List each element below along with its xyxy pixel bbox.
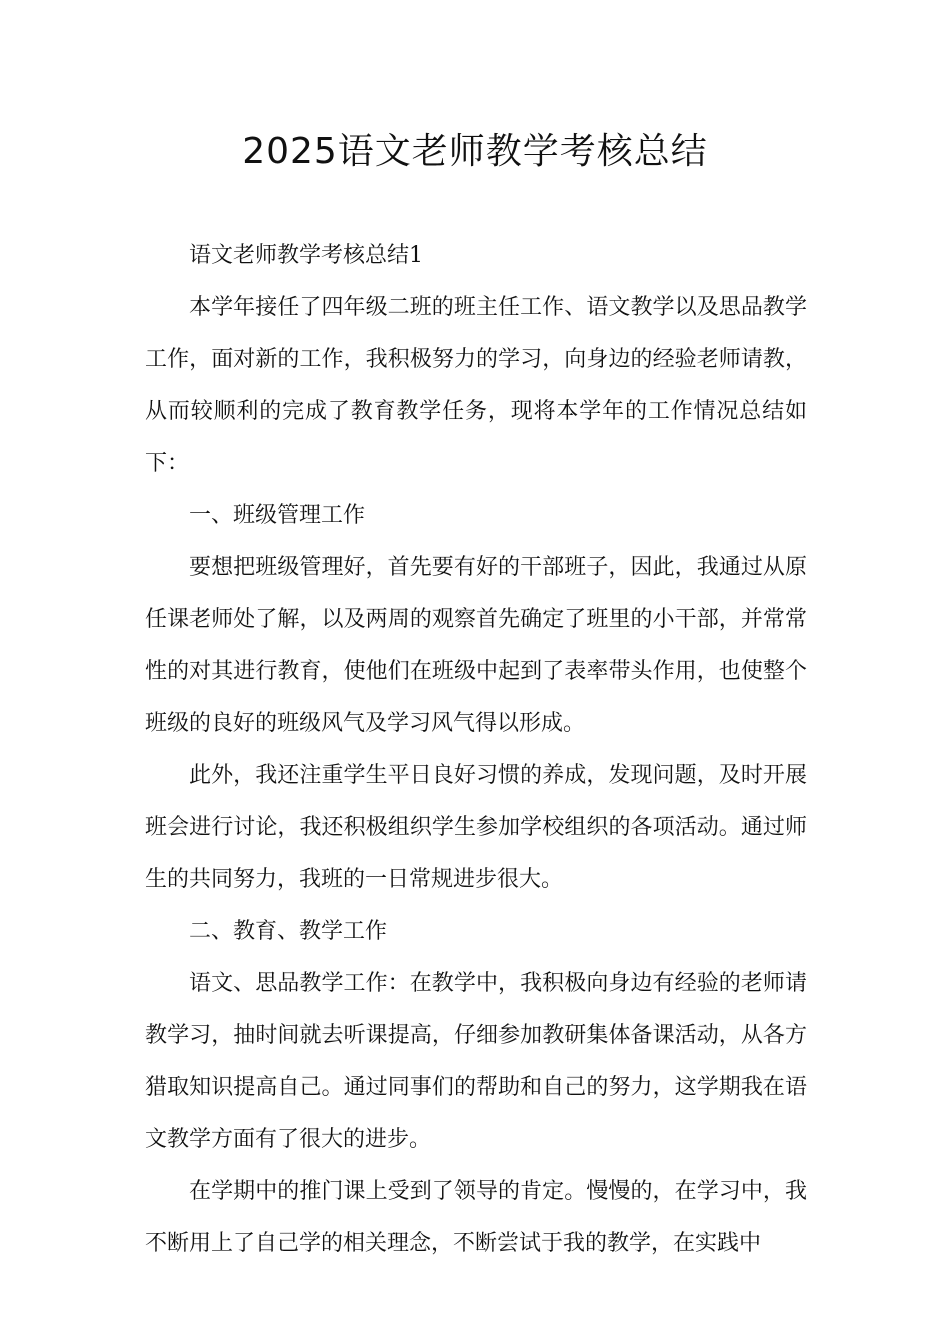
paragraph: 在学期中的推门课上受到了领导的肯定。慢慢的，在学习中，我不断用上了自己学的相关理念，不断尝试于我的教学，在实践中 [145, 1179, 807, 1256]
paragraph: 要想把班级管理好，首先要有好的干部班子，因此，我通过从原任课老师处了解，以及两周的观察首先确定了班里的小干部，并常常性的对其进行教育，使他们在班级中起到了表率带头作用，也使整个班级的良好的班级风气及学习风气得以形成。 [145, 555, 807, 736]
paragraph: 此外，我还注重学生平日良好习惯的养成，发现问题，及时开展班会进行讨论，我还积极组织学生参加学校组织的各项活动。通过师生的共同努力，我班的一日常规进步很大。 [145, 763, 807, 892]
subsection-heading: 一、班级管理工作 [189, 503, 366, 528]
paragraph: 本学年接任了四年级二班的班主任工作、语文教学以及思品教学工作，面对新的工作，我积极努力的学习，向身边的经验老师请教，从而较顺利的完成了教育教学任务，现将本学年的工作情况总结如下： [145, 295, 807, 476]
paragraph: 语文、思品教学工作：在教学中，我积极向身边有经验的老师请教学习，抽时间就去听课提高，仔细参加教研集体备课活动，从各方猎取知识提高自己。通过同事们的帮助和自己的努力，这学期我在语文教学方面有了很大的进步。 [145, 971, 807, 1152]
document-body [145, 230, 807, 1270]
section-heading: 语文老师教学考核总结1 [189, 243, 423, 268]
subsection-heading: 二、教育、教学工作 [189, 919, 388, 944]
document-title: 2025语文老师教学考核总结 [242, 131, 708, 172]
